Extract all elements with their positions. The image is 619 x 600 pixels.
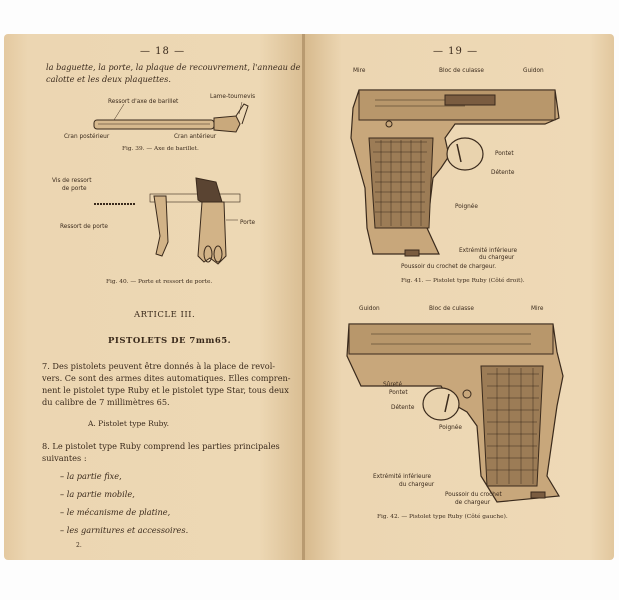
label-du-chargeur: du chargeur xyxy=(479,255,515,261)
pistol-right-side-figure xyxy=(345,78,567,268)
label-cran-posterieur: Cran postérieur xyxy=(64,134,110,140)
label-vis-de-porte: de porte xyxy=(62,186,87,192)
label-poignee: Poignée xyxy=(439,425,462,431)
label-extremite: Extrémité inférieure xyxy=(373,474,432,480)
paragraph-line: 8. Le pistolet type Ruby comprend les parties principales xyxy=(42,441,280,451)
label-pontet: Pontet xyxy=(389,390,408,396)
paragraph-line: vers. Ce sont des armes dites automatiques. Elles compren- xyxy=(42,373,291,383)
label-poignee: Poignée xyxy=(455,204,478,210)
label-porte: Porte xyxy=(240,220,256,226)
label-pontet: Pontet xyxy=(495,151,514,157)
label-poussoir: Poussoir du crochet xyxy=(445,492,502,498)
section-title: PISTOLETS DE 7mm65. xyxy=(108,336,232,346)
label-lame-tournevis: Lame-tournevis xyxy=(210,94,256,100)
label-surete: Sûreté xyxy=(383,382,403,388)
intro-line: la baguette, la porte, la plaque de recouvrement, l'anneau de xyxy=(46,62,301,72)
door-figure xyxy=(84,172,264,272)
intro-line: calotte et les deux plaquettes. xyxy=(46,74,171,84)
label-detente: Détente xyxy=(391,405,415,411)
left-page xyxy=(4,34,304,560)
list-item: – les garnitures et accessoires. xyxy=(60,525,189,535)
paragraph-line: 7. Des pistolets peuvent être donnés à la place de revol- xyxy=(42,361,276,371)
label-guidon: Guidon xyxy=(523,68,544,74)
article-heading: ARTICLE III. xyxy=(134,310,196,320)
figure-caption: Fig. 39. — Axe de barillet. xyxy=(122,146,199,152)
label-mire: Mire xyxy=(531,306,544,312)
list-item: – la partie mobile, xyxy=(60,489,135,499)
label-poussoir: Poussoir du crochet de chargeur. xyxy=(401,264,497,270)
figure-caption: Fig. 42. — Pistolet type Ruby (Côté gauche). xyxy=(377,514,508,520)
paragraph-line: suivantes : xyxy=(42,453,87,463)
list-item: – la partie fixe, xyxy=(60,471,122,481)
figure-caption: Fig. 40. — Porte et ressort de porte. xyxy=(106,279,213,285)
label-guidon: Guidon xyxy=(359,306,380,312)
label-bloc-culasse: Bloc de culasse xyxy=(439,68,484,74)
paragraph-line: du calibre de 7 millimètres 65. xyxy=(42,397,170,407)
footer-mark: 2. xyxy=(76,542,82,549)
label-ressort-porte: Ressort de porte xyxy=(60,224,108,230)
open-booklet xyxy=(4,34,614,560)
label-extremite: Extrémité inférieure xyxy=(459,248,518,254)
label-detente: Détente xyxy=(491,170,515,176)
label-vis-ressort: Vis de ressort xyxy=(52,178,92,184)
label-du-chargeur: du chargeur xyxy=(399,482,435,488)
figure-caption: Fig. 41. — Pistolet type Ruby (Côté droit). xyxy=(401,278,525,284)
list-item: – le mécanisme de platine, xyxy=(60,507,171,517)
label-ressort-axe: Ressort d'axe de barillet xyxy=(108,99,179,105)
label-de-chargeur: de chargeur xyxy=(455,500,491,506)
right-page xyxy=(305,34,614,560)
page-number: — 19 — xyxy=(433,46,479,57)
label-mire: Mire xyxy=(353,68,366,74)
paragraph-line: nent le pistolet type Ruby et le pistolet type Star, tous deux xyxy=(42,385,289,395)
label-bloc-culasse: Bloc de culasse xyxy=(429,306,474,312)
page-number: — 18 — xyxy=(140,46,186,57)
subsection-title: A. Pistolet type Ruby. xyxy=(88,419,170,428)
label-cran-anterieur: Cran antérieur xyxy=(174,134,217,140)
